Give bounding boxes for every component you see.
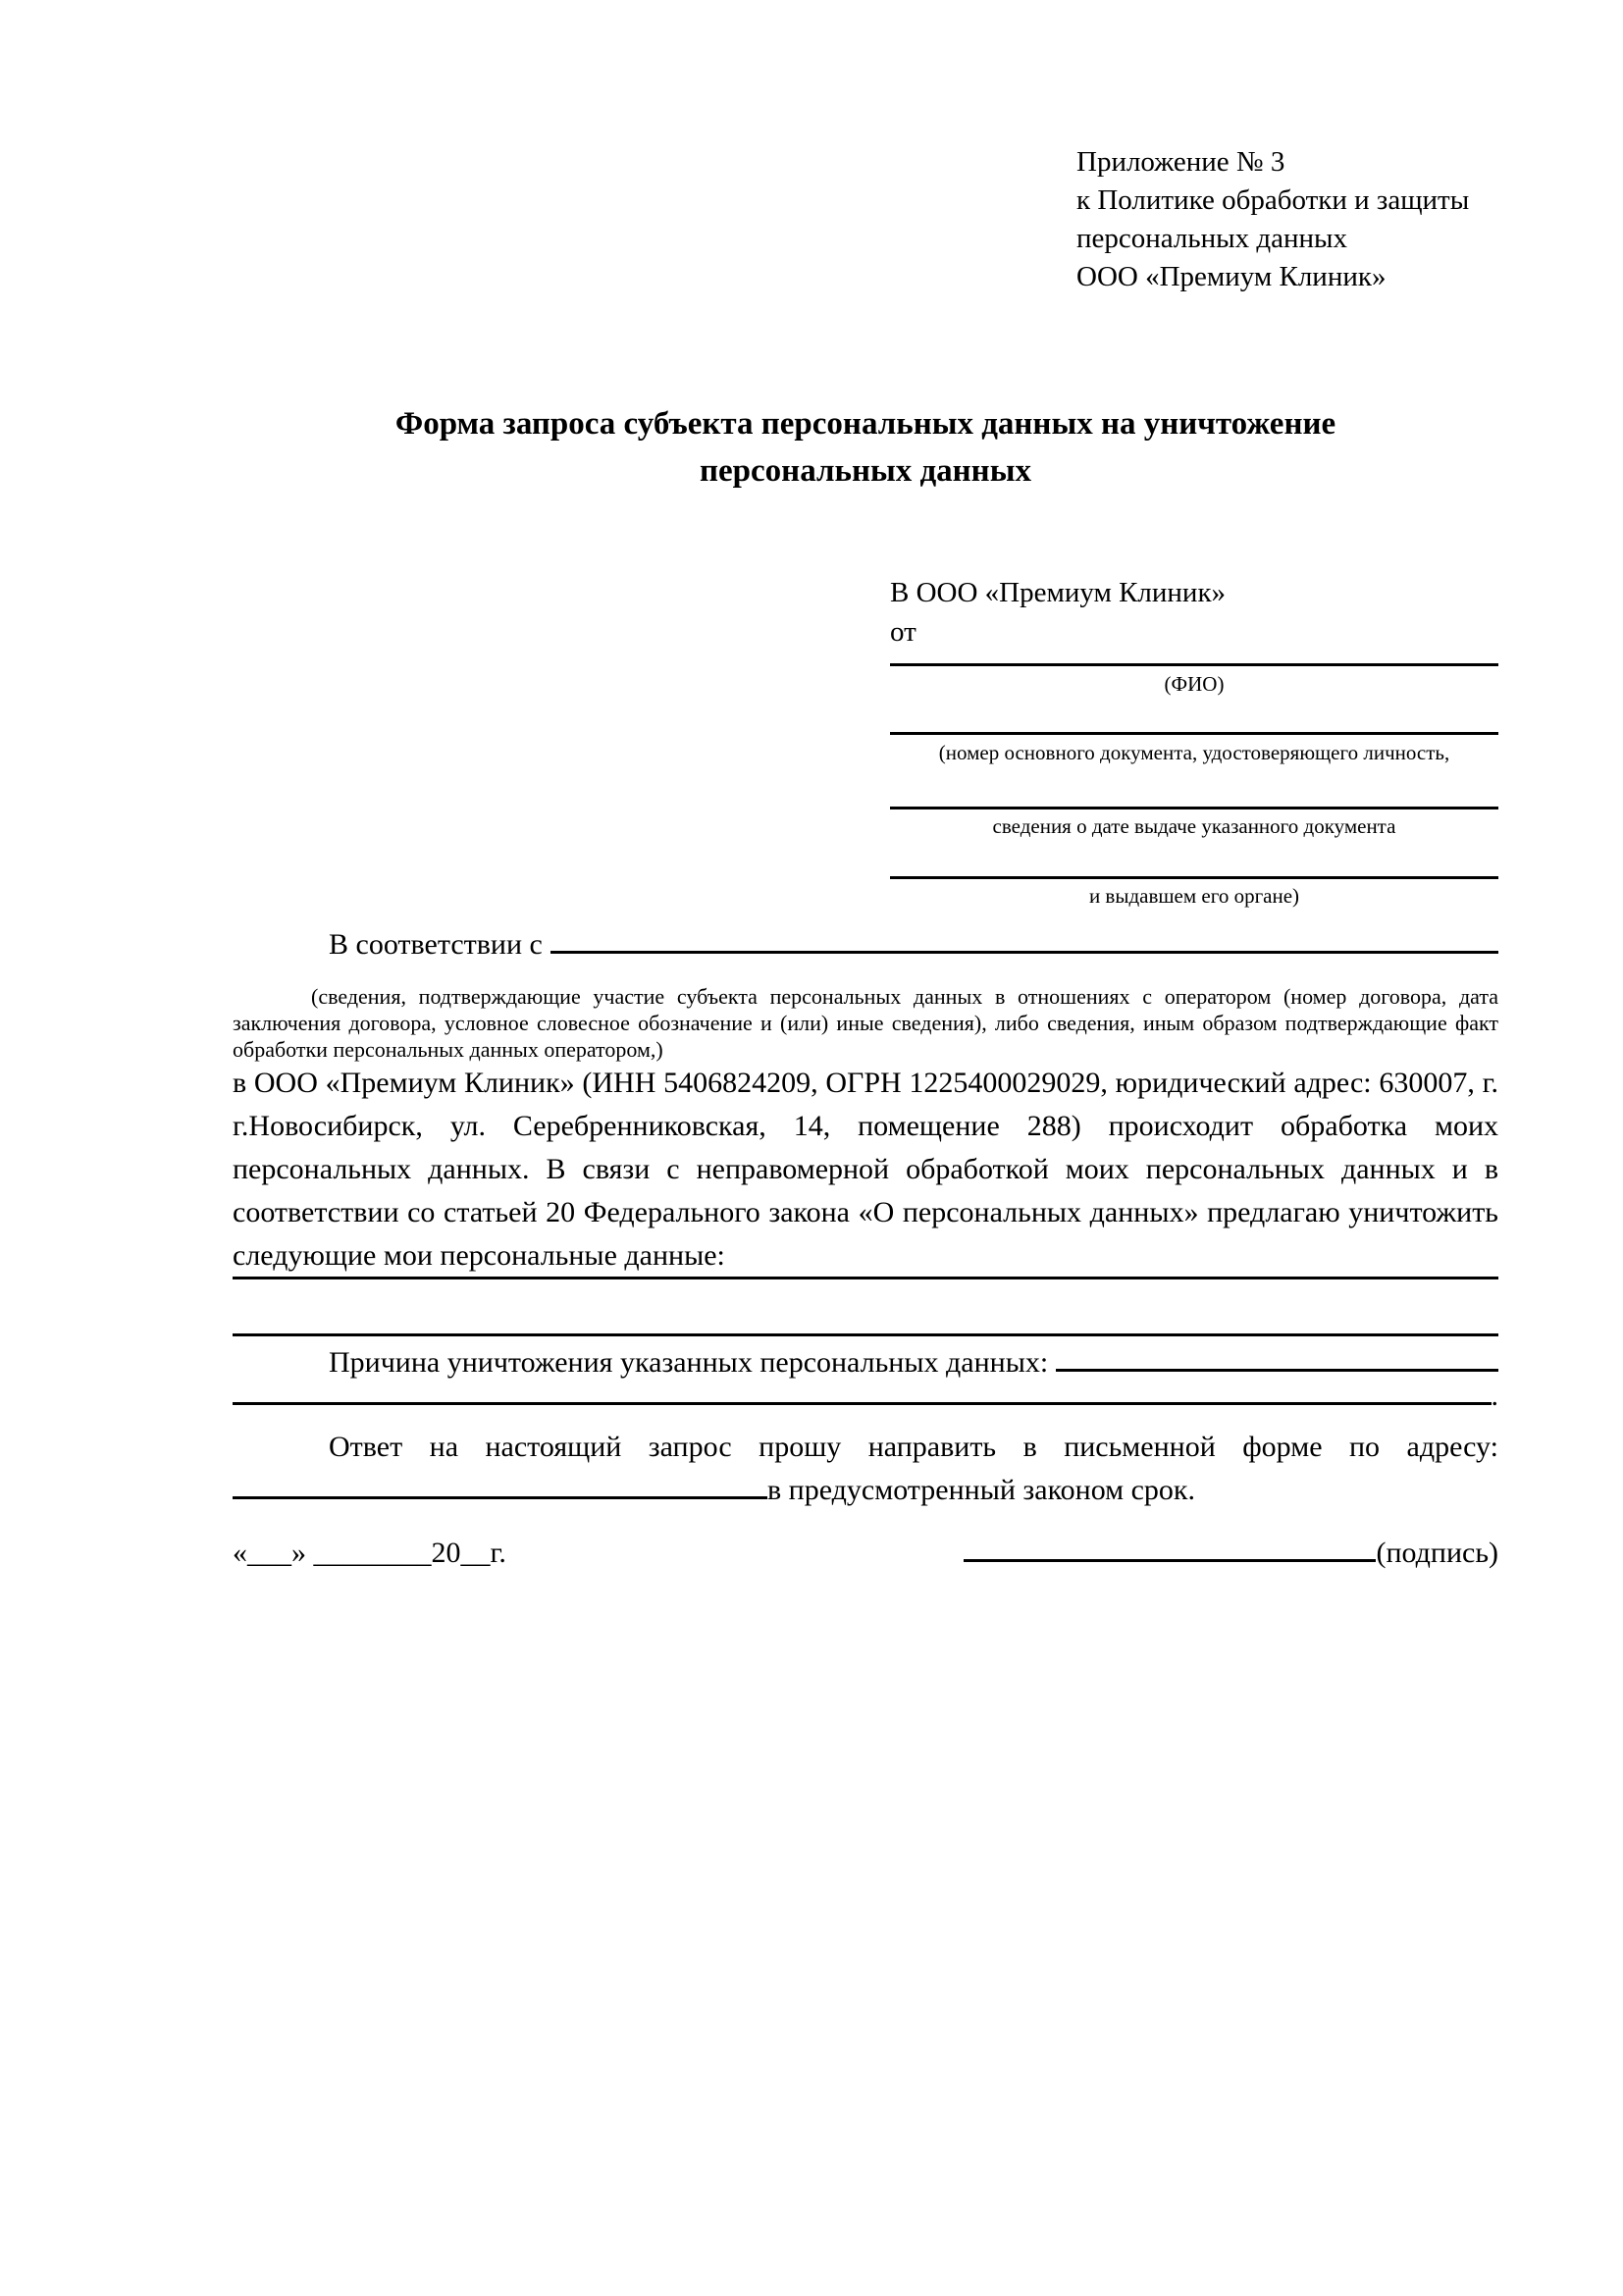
date-signature-row bbox=[233, 1537, 1498, 1570]
reason-blank-line-2 bbox=[233, 1402, 1492, 1405]
issuing-authority-caption: и выдавшем его органе) bbox=[1088, 884, 1300, 908]
accordance-row bbox=[233, 928, 1498, 962]
issuing-authority-blank-line bbox=[890, 876, 1498, 879]
document-number-caption: (номер основного документа, удостоверяющего личность, bbox=[938, 741, 1450, 764]
reason-continuation-row bbox=[233, 1380, 1498, 1413]
issue-date-blank-line bbox=[890, 807, 1498, 809]
data-blank-line-1 bbox=[233, 1277, 1498, 1279]
addressee-to: В ООО «Премиум Клиник» bbox=[890, 577, 1227, 608]
document-number-blank-line bbox=[890, 732, 1498, 735]
fio-blank-line bbox=[890, 663, 1498, 666]
appendix-block bbox=[1076, 143, 1518, 296]
accordance-label: В соответствии с bbox=[329, 928, 543, 961]
addressee-from-label: от bbox=[890, 616, 916, 648]
reason-blank-line bbox=[1056, 1369, 1498, 1372]
appendix-line-2: к Политике обработки и защиты bbox=[1076, 184, 1470, 216]
appendix-line-4: ООО «Премиум Клиник» bbox=[1076, 261, 1387, 292]
address-blank-line bbox=[233, 1496, 767, 1499]
accordance-blank-line bbox=[550, 951, 1498, 954]
appendix-line-1: Приложение № 3 bbox=[1076, 146, 1285, 178]
issue-date-caption: сведения о дате выдаче указанного документа bbox=[992, 814, 1396, 838]
appendix-line-3: персональных данных bbox=[1076, 223, 1348, 254]
sentence-period: . bbox=[1491, 1380, 1498, 1412]
reply-sentence: Ответ на настоящий запрос прошу направить в письменной форме по адресу: bbox=[329, 1431, 1498, 1463]
reason-row bbox=[233, 1346, 1498, 1380]
fio-caption: (ФИО) bbox=[1164, 672, 1225, 696]
signature-group bbox=[964, 1537, 1498, 1570]
data-blank-line-2 bbox=[233, 1333, 1498, 1336]
date-blank: «___» ________20__г. bbox=[233, 1537, 506, 1569]
page-title: Форма запроса субъекта персональных данных на уничтожение персональных данных bbox=[394, 406, 1336, 489]
accordance-note: (сведения, подтверждающие участие субъекта персональных данных в отношениях с оператором (номер договора, дата заключения договора, условное словесное обозначение и (или) иные сведения), либо сведения, иным образом подтверждающие факт обработки персональных данных оператором,) bbox=[233, 984, 1498, 1062]
signature-caption: (подпись) bbox=[1376, 1537, 1498, 1569]
main-paragraph: в ООО «Премиум Клиник» (ИНН 5406824209, ОГРН 1225400029029, юридический адрес: 630007, г. г.Новосибирск, ул. Серебренниковская, 14, помещение 288) происходит обработка моих персональных данных. В связи с неправомерной обработкой моих персональных данных и в соответствии со статьей 20 Федерального закона «О персональных данных» предлагаю уничтожить следующие мои персональные данные: bbox=[233, 1067, 1498, 1272]
reason-label: Причина уничтожения указанных персональных данных: bbox=[329, 1346, 1049, 1379]
signature-blank-line bbox=[964, 1559, 1376, 1562]
reply-tail: в предусмотренный законом срок. bbox=[767, 1474, 1195, 1506]
reply-address-row bbox=[233, 1474, 1498, 1507]
